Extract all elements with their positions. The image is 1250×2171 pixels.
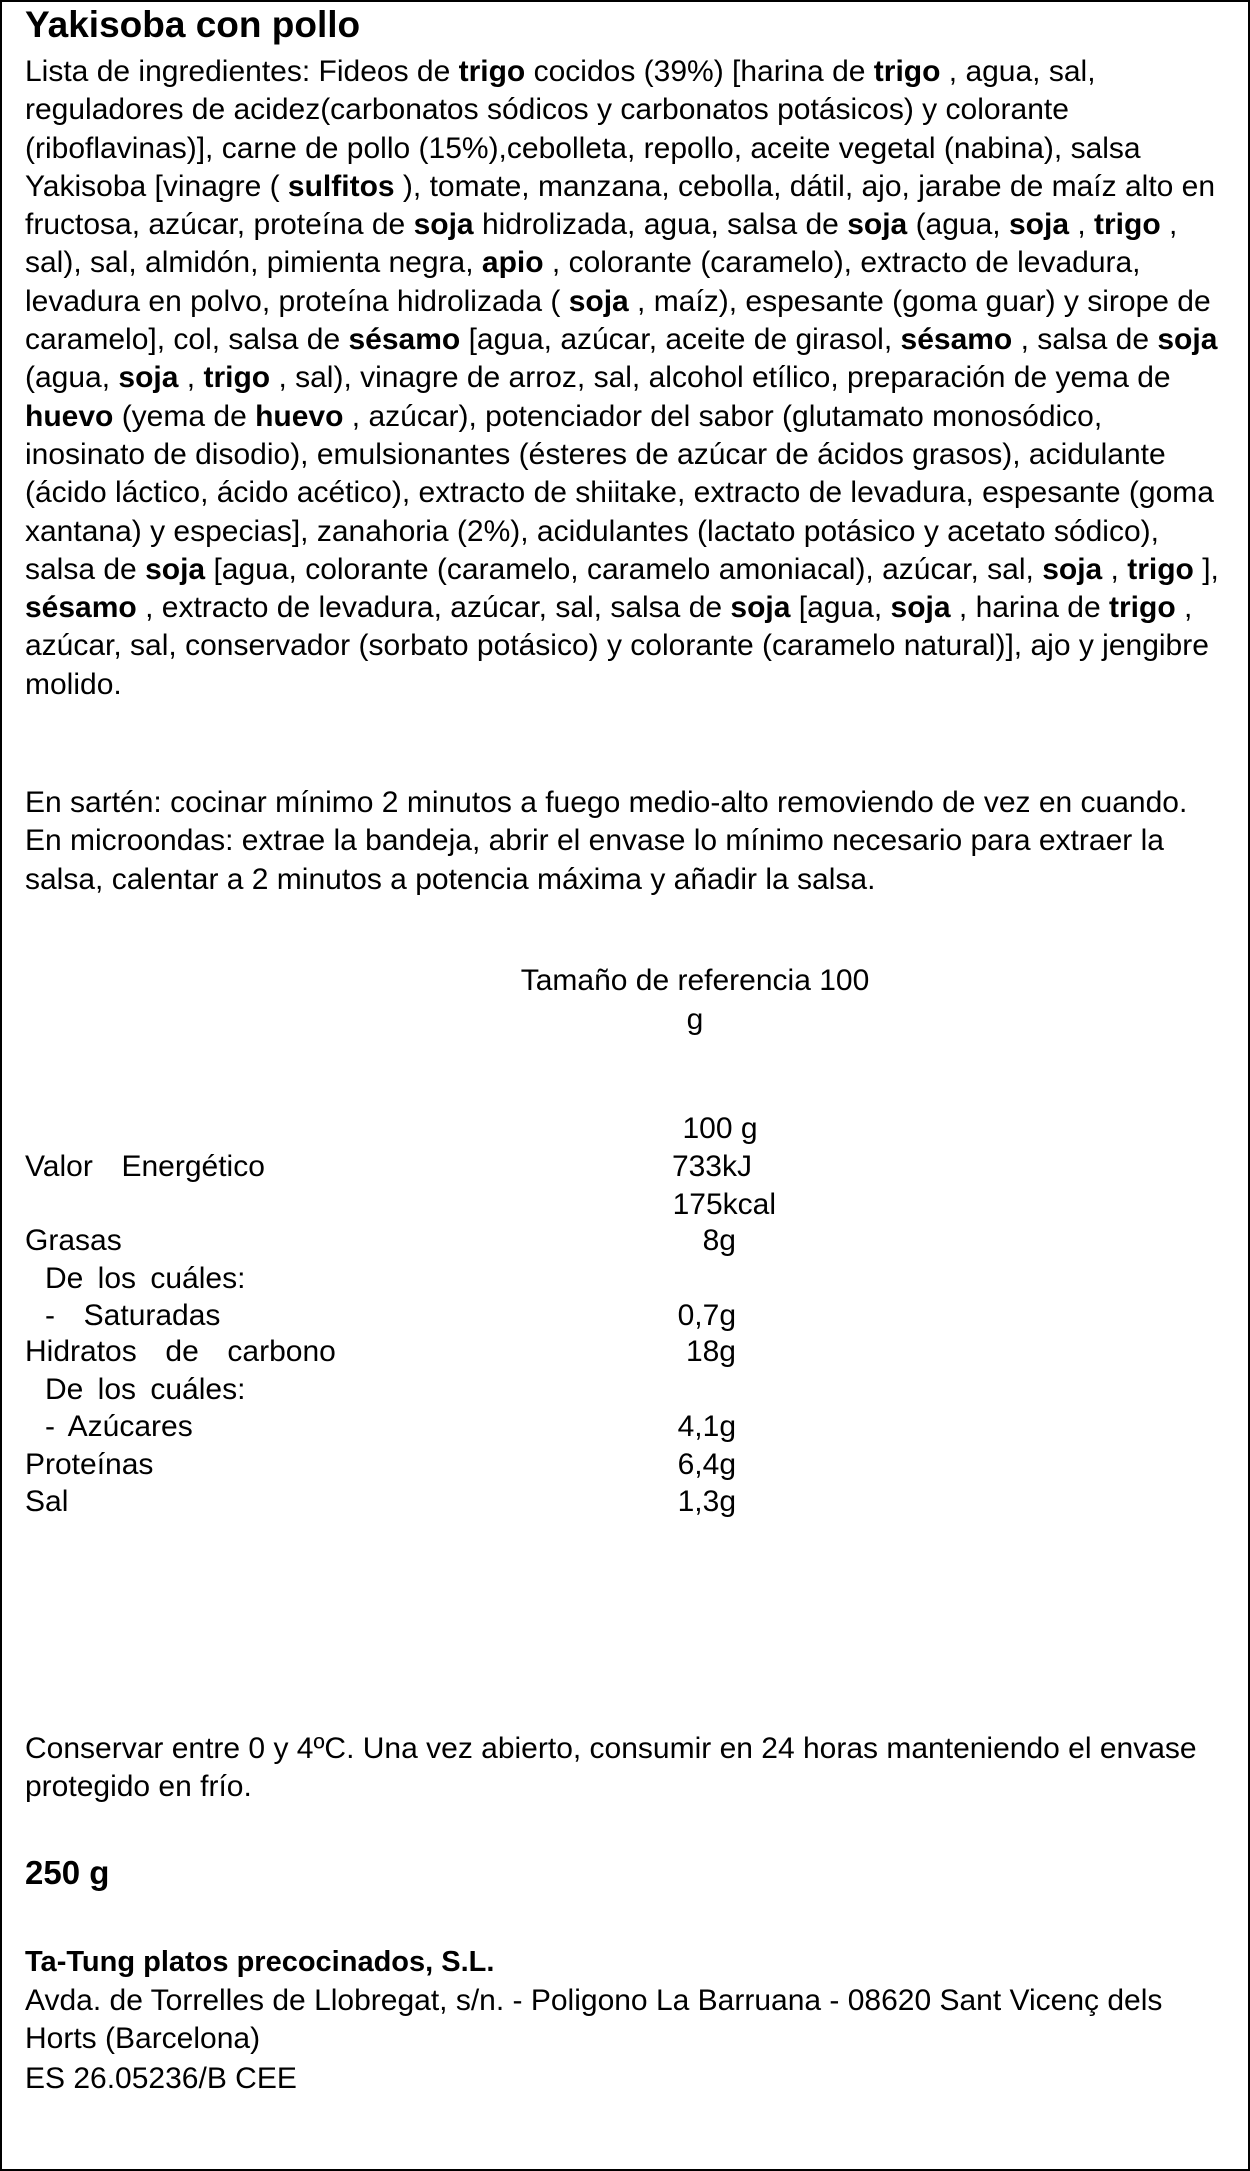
allergen-text: soja [847,208,908,242]
company-address: Avda. de Torrelles de Llobregat, s/n. - Poligono La Barruana - 08620 Sant Vicenç dels Horts (Barcelona) [25,1984,1163,2055]
nutrition-row-of-which [0,1371,1250,1409]
ingredient-text: (agua, [907,208,1009,242]
health-registry: ES 26.05236/B CEE [25,2062,297,2095]
ingredient-text: ], [1193,552,1219,586]
allergen-text: sésamo [348,323,461,357]
ingredient-text: [agua, azúcar, aceite de girasol, [460,323,901,357]
allergen-text: huevo [25,399,114,433]
nutrition-label: De los cuáles: [45,1373,246,1406]
allergen-text: sésamo [900,323,1013,357]
nutrition-row-fat [0,1222,1250,1260]
ingredient-text: (agua, [25,361,119,395]
ingredient-text: , [1102,552,1128,586]
nutrition-value: 175kcal [672,1188,776,1221]
nutrition-label: De los cuáles: [45,1262,246,1295]
nutrition-value: 8g [702,1224,736,1257]
reference-size [480,961,910,1039]
ingredient-text: , [178,361,204,395]
net-weight: 250 g [25,1854,110,1891]
nutrition-row-energy-kj [0,1148,1250,1186]
ingredient-text: , salsa de [1012,323,1158,357]
ingredient-text: , colorante (caramelo), extracto de levadura, levadura en polvo, proteína hidrolizada ( [25,246,1141,318]
reference-size-line2: g [686,1003,704,1036]
allergen-text: soja [118,361,179,395]
ingredient-text: hidrolizada, agua, salsa de [473,208,848,242]
ingredients-list [25,53,1230,704]
ingredient-text: , extracto de levadura, azúcar, sal, salsa de [136,591,731,625]
nutrition-header-row [0,1110,1250,1148]
allergen-text: soja [145,552,206,586]
nutrition-value: 6,4g [677,1448,736,1481]
nutrition-value: 4,1g [677,1410,736,1443]
allergen-text: trigo [203,361,271,395]
nutrition-value: 18g [685,1335,736,1368]
conservation-instructions: Conservar entre 0 y 4ºC. Una vez abierto, consumir en 24 horas manteniendo el envase protegido en frío. [25,1732,1197,1804]
allergen-text: soja [1042,552,1103,586]
nutrition-label: Valor Energético [25,1150,265,1183]
allergen-text: huevo [255,399,344,433]
nutrition-row-carbohydrates [0,1333,1250,1371]
allergen-text: sésamo [25,591,137,625]
preparation-instructions: En sartén: cocinar mínimo 2 minutos a fuego medio-alto removiendo de vez en cuando. En microondas: extrae la bandeja, abrir el envase lo mínimo necesario para extraer la salsa, calentar a 2 minutos a potencia máxima y añadir la salsa. [25,786,1188,896]
ingredient-text: , sal), vinagre de arroz, sal, alcohol etílico, preparación de yema de [270,361,1171,395]
reference-size-line1: Tamaño de referencia 100 [520,964,870,997]
allergen-text: apio [481,246,544,280]
ingredient-text: cocidos (39%) [harina de [525,55,874,88]
product-title: Yakisoba con pollo [25,4,361,45]
ingredient-text: [agua, colorante (caramelo, caramelo amoniacal), azúcar, sal, [205,552,1043,586]
allergen-text: trigo [458,55,526,88]
nutrition-label: Grasas [25,1224,122,1257]
nutrition-row-sugars [0,1408,1250,1446]
nutrition-row-salt [0,1483,1250,1521]
nutrition-label: - Azúcares [45,1410,193,1443]
nutrition-label: Proteínas [25,1448,154,1481]
nutrition-row-saturated [0,1297,1250,1335]
ingredient-text: ), tomate, manzana, cebolla, dátil, ajo, jarabe de maíz alto en fructosa, azúcar, proteína de [25,169,1216,242]
company-name: Ta-Tung platos precocinados, S.L. [25,1946,495,1978]
ingredient-text: [agua, [790,591,891,625]
nutrition-row-energy-kcal [0,1186,1250,1224]
nutrition-column-header: 100 g [682,1112,758,1145]
ingredient-text: , agua, sal, reguladores de acidez(carbonatos sódicos y carbonatos potásicos) y colorante (riboflavinas)], carne de pollo (15%),cebolleta, repollo, aceite vegetal (nabina), salsa Yakisoba [vinagre ( [25,55,1141,203]
allergen-text: soja [568,284,629,318]
ingredient-text: , [1069,208,1095,242]
nutrition-row-protein [0,1446,1250,1484]
allergen-text: trigo [1094,208,1161,242]
ingredient-text: , maíz), espesante (goma guar) y sirope de caramelo], col, salsa de [25,284,1211,357]
allergen-text: soja [890,591,951,625]
ingredient-text: , harina de [950,591,1109,625]
nutrition-value: 733kJ [671,1150,752,1183]
allergen-text: soja [413,208,474,242]
allergen-text: soja [1008,208,1069,242]
ingredient-text: Lista de ingredientes: Fideos de [25,55,459,88]
ingredient-text: , azúcar), potenciador del sabor (glutamato monosódico, inosinato de disodio), emulsionantes (ésteres de azúcar de ácidos grasos), acidulante (ácido láctico, ácido acético), extracto de shiitake, extracto de levadura, espesante (goma xantana) y especias], zanahoria (2%), acidulantes (lactato potásico y acetato sódico), salsa de [25,399,1214,586]
nutrition-label: - Saturadas [45,1299,221,1332]
ingredient-text: , azúcar, sal, conservador (sorbato potásico) y colorante (caramelo natural)], ajo y jengibre molido. [25,591,1209,701]
allergen-text: trigo [1127,552,1194,586]
nutrition-label: Hidratos de carbono [25,1335,336,1368]
ingredient-text: , sal), sal, almidón, pimienta negra, [25,208,1178,280]
nutrition-value: 0,7g [677,1299,736,1332]
allergen-text: trigo [873,55,941,88]
ingredient-text: (yema de [113,399,256,433]
allergen-text: soja [730,591,791,625]
nutrition-value: 1,3g [677,1485,736,1518]
nutrition-label: Sal [25,1485,69,1518]
allergen-text: sulfitos [287,169,395,203]
allergen-text: trigo [1109,591,1176,625]
nutrition-row-of-which [0,1260,1250,1298]
allergen-text: soja [1157,323,1218,357]
